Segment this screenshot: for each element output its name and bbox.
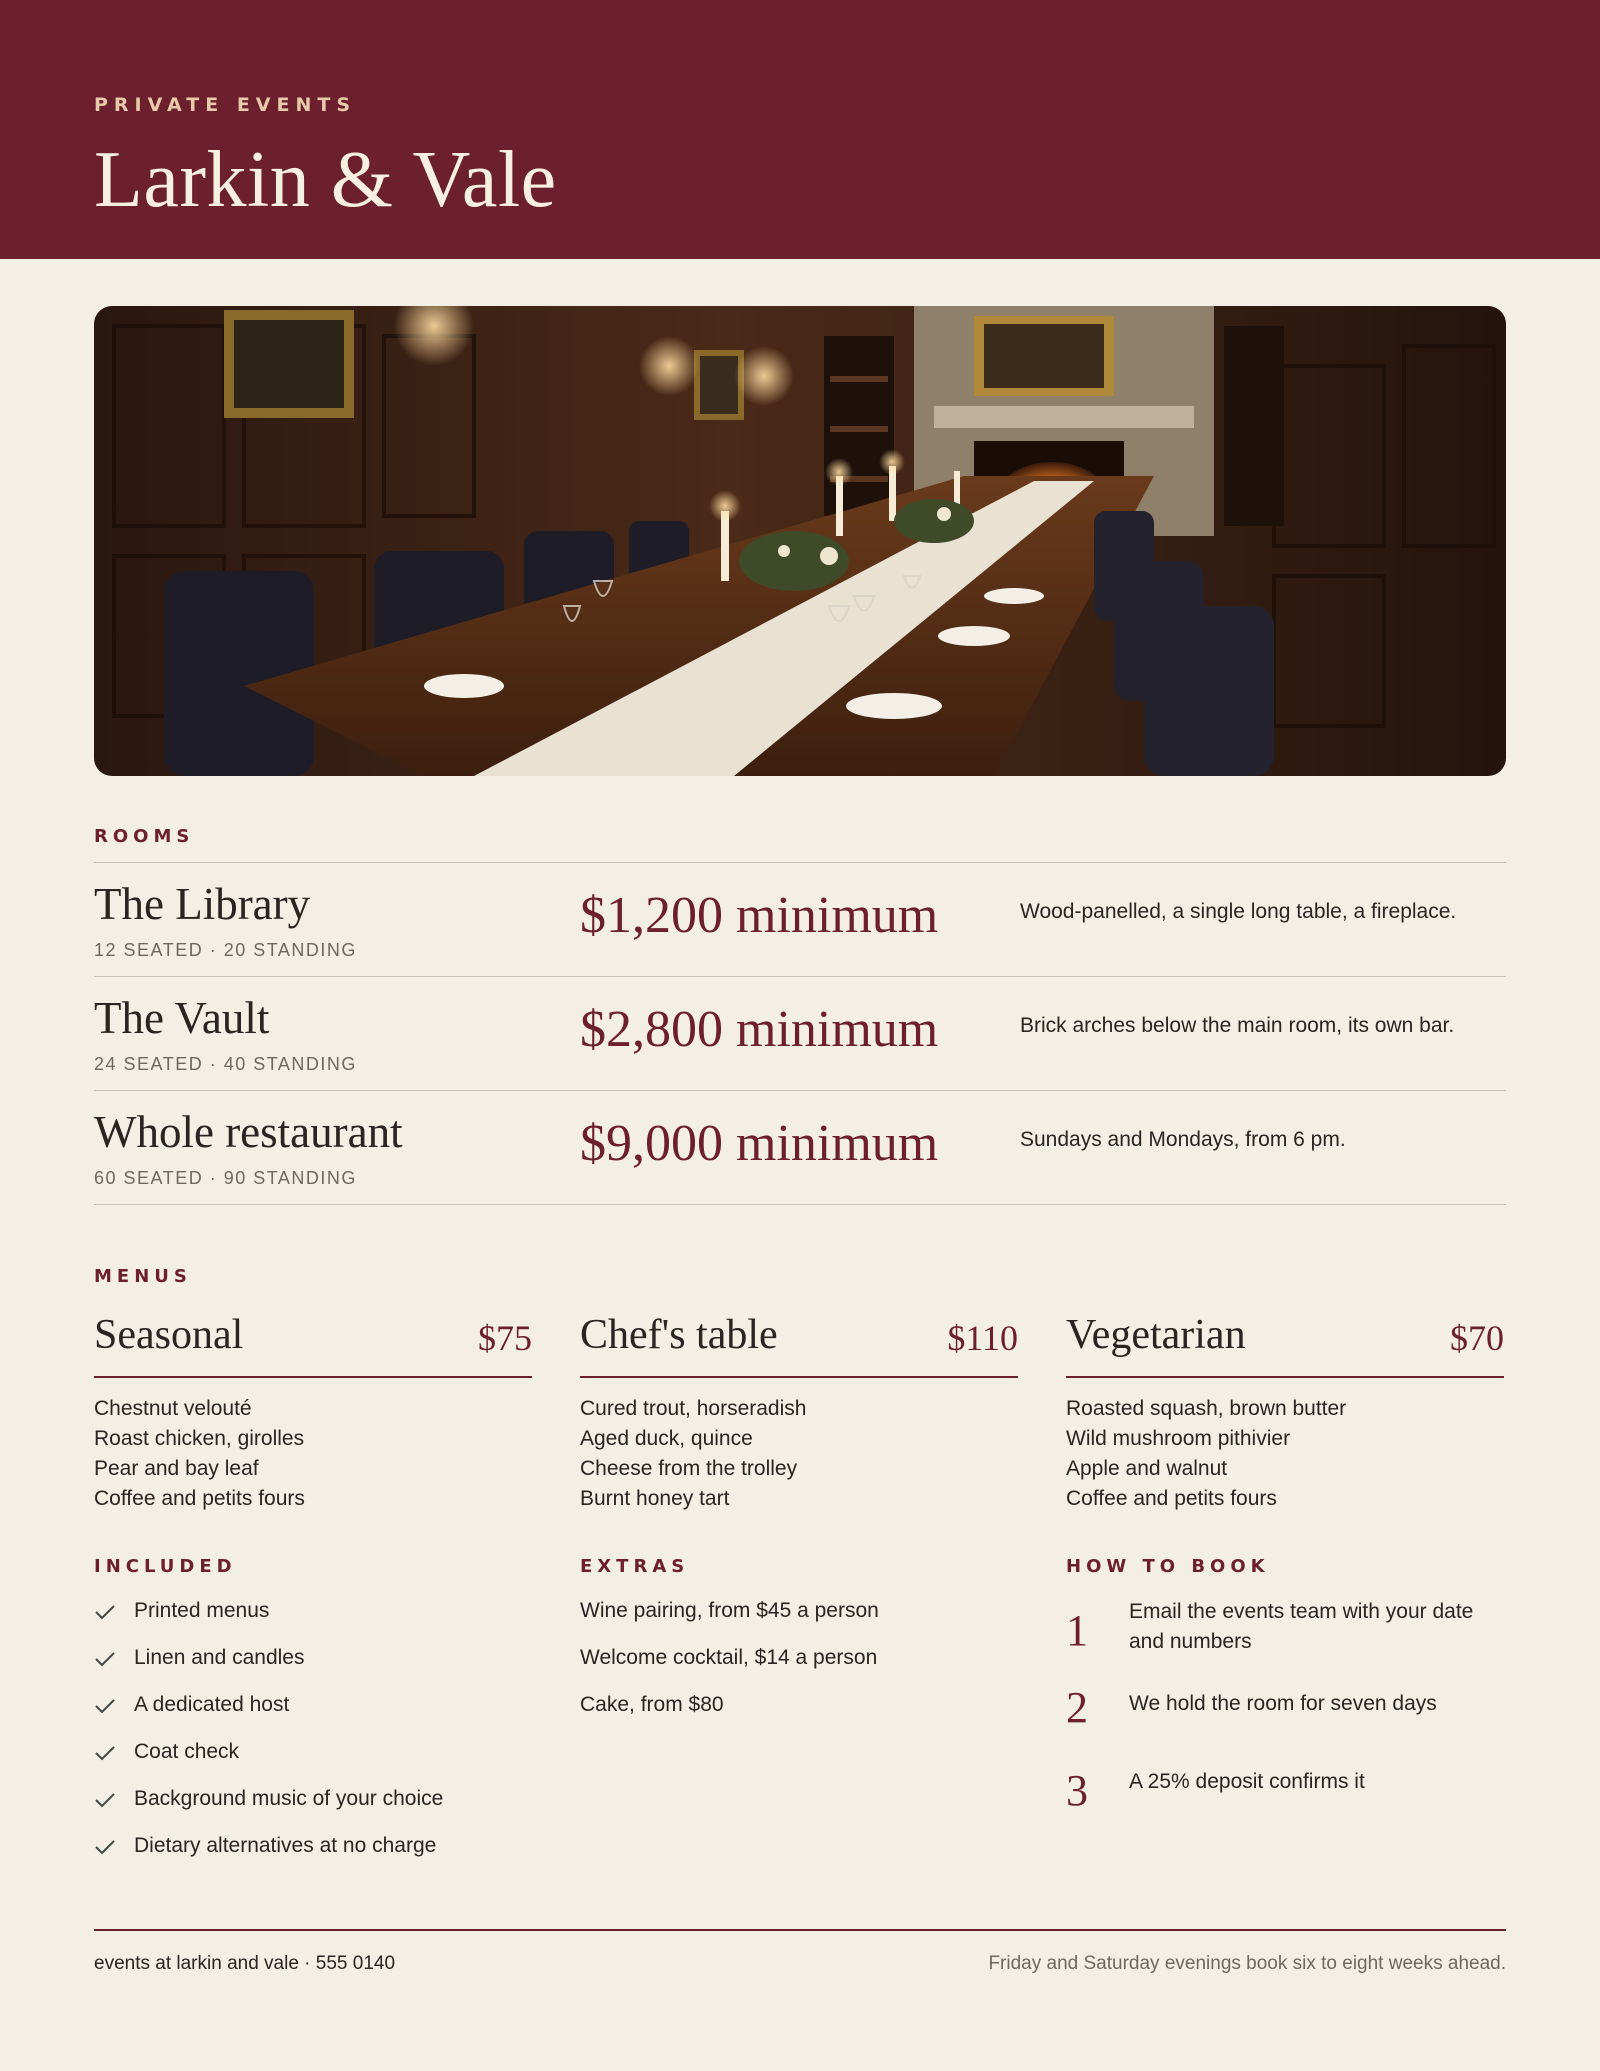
- room-description: Wood-panelled, a single long table, a fireplace.: [1020, 900, 1457, 923]
- booking-section-label: HOW TO BOOK: [1066, 1556, 1270, 1577]
- room-name: The Library: [94, 879, 311, 929]
- hero-image: [94, 306, 1506, 776]
- menu-title: Chef's table: [580, 1312, 778, 1358]
- menu-course-list: [580, 1394, 1018, 1514]
- step-text: A 25% deposit confirms it: [1129, 1770, 1365, 1793]
- check-icon: [94, 1697, 116, 1715]
- menu-course-list: [94, 1394, 532, 1514]
- menu-price: $110: [947, 1318, 1018, 1358]
- menu-course: Aged duck, quince: [580, 1427, 753, 1450]
- menu-title: Vegetarian: [1066, 1312, 1246, 1358]
- rooms-divider: [94, 1204, 1506, 1205]
- room-row: [94, 864, 1506, 977]
- room-description: Sundays and Mondays, from 6 pm.: [1020, 1128, 1346, 1151]
- menu-price: $75: [478, 1318, 532, 1358]
- rooms-section-label: ROOMS: [94, 826, 195, 847]
- room-row: [94, 978, 1506, 1091]
- step-number: 1: [1066, 1606, 1088, 1655]
- menu-title: Seasonal: [94, 1312, 244, 1358]
- included-item-label: Background music of your choice: [134, 1787, 444, 1810]
- extras-section-label: EXTRAS: [580, 1556, 690, 1577]
- included-item-label: Dietary alternatives at no charge: [134, 1834, 437, 1857]
- room-capacity: 24 SEATED · 40 STANDING: [94, 1054, 357, 1074]
- step-text: Email the events team with your date and numbers: [1129, 1600, 1474, 1653]
- header-banner: [0, 0, 1600, 259]
- menu-card-chefs-table: [580, 1305, 1018, 1514]
- extra-item: Cake, from $80: [580, 1693, 724, 1716]
- room-description: Brick arches below the main room, its own bar.: [1020, 1014, 1455, 1037]
- room-name: Whole restaurant: [94, 1107, 403, 1157]
- menu-course: Chestnut velouté: [94, 1397, 252, 1420]
- extra-item: Welcome cocktail, $14 a person: [580, 1646, 878, 1669]
- check-icon: [94, 1838, 116, 1856]
- menu-course: Cheese from the trolley: [580, 1457, 798, 1480]
- included-section-label: INCLUDED: [94, 1556, 237, 1577]
- check-icon: [94, 1650, 116, 1668]
- menu-course: Cured trout, horseradish: [580, 1397, 807, 1420]
- step-number: 2: [1066, 1683, 1088, 1732]
- step-text: We hold the room for seven days: [1129, 1692, 1437, 1715]
- room-row: [94, 1092, 1506, 1205]
- footer-note: Friday and Saturday evenings book six to eight weeks ahead.: [988, 1953, 1506, 1974]
- menu-course: Wild mushroom pithivier: [1066, 1427, 1291, 1450]
- menu-card-seasonal: [94, 1305, 532, 1514]
- menu-course: Burnt honey tart: [580, 1487, 730, 1510]
- menu-course: Coffee and petits fours: [1066, 1487, 1277, 1510]
- included-item-label: Linen and candles: [134, 1646, 305, 1669]
- header-eyebrow: PRIVATE EVENTS: [94, 94, 357, 116]
- check-icon: [94, 1603, 116, 1621]
- room-price: $9,000 minimum: [580, 1115, 939, 1172]
- extra-item: Wine pairing, from $45 a person: [580, 1599, 879, 1622]
- room-name: The Vault: [94, 993, 270, 1043]
- menu-course: Roast chicken, girolles: [94, 1427, 305, 1450]
- step-number: 3: [1066, 1766, 1088, 1815]
- footer-contact: events at larkin and vale · 555 0140: [94, 1953, 396, 1974]
- check-icon: [94, 1744, 116, 1762]
- room-capacity: 60 SEATED · 90 STANDING: [94, 1168, 357, 1188]
- rooms-divider: [94, 1090, 1506, 1091]
- menu-price: $70: [1450, 1318, 1504, 1358]
- menu-course-list: [1066, 1394, 1504, 1514]
- menu-course: Roasted squash, brown butter: [1066, 1397, 1347, 1420]
- rooms-divider: [94, 862, 1506, 863]
- check-icon: [94, 1791, 116, 1809]
- menu-course: Apple and walnut: [1066, 1457, 1228, 1480]
- brand-title: Larkin & Vale: [94, 136, 557, 224]
- room-price: $2,800 minimum: [580, 1001, 939, 1058]
- menu-header: [580, 1305, 1018, 1378]
- included-item-label: Printed menus: [134, 1599, 270, 1622]
- menu-header: [94, 1305, 532, 1378]
- menu-course: Coffee and petits fours: [94, 1487, 305, 1510]
- room-capacity: 12 SEATED · 20 STANDING: [94, 940, 357, 960]
- rooms-divider: [94, 976, 1506, 977]
- menu-course: Pear and bay leaf: [94, 1457, 259, 1480]
- footer-divider: [94, 1929, 1506, 1931]
- menus-section-label: MENUS: [94, 1266, 192, 1287]
- included-item-label: A dedicated host: [134, 1693, 290, 1716]
- room-price: $1,200 minimum: [580, 887, 939, 944]
- menu-header: [1066, 1305, 1504, 1378]
- menu-card-vegetarian: [1066, 1305, 1504, 1514]
- included-item-label: Coat check: [134, 1740, 240, 1763]
